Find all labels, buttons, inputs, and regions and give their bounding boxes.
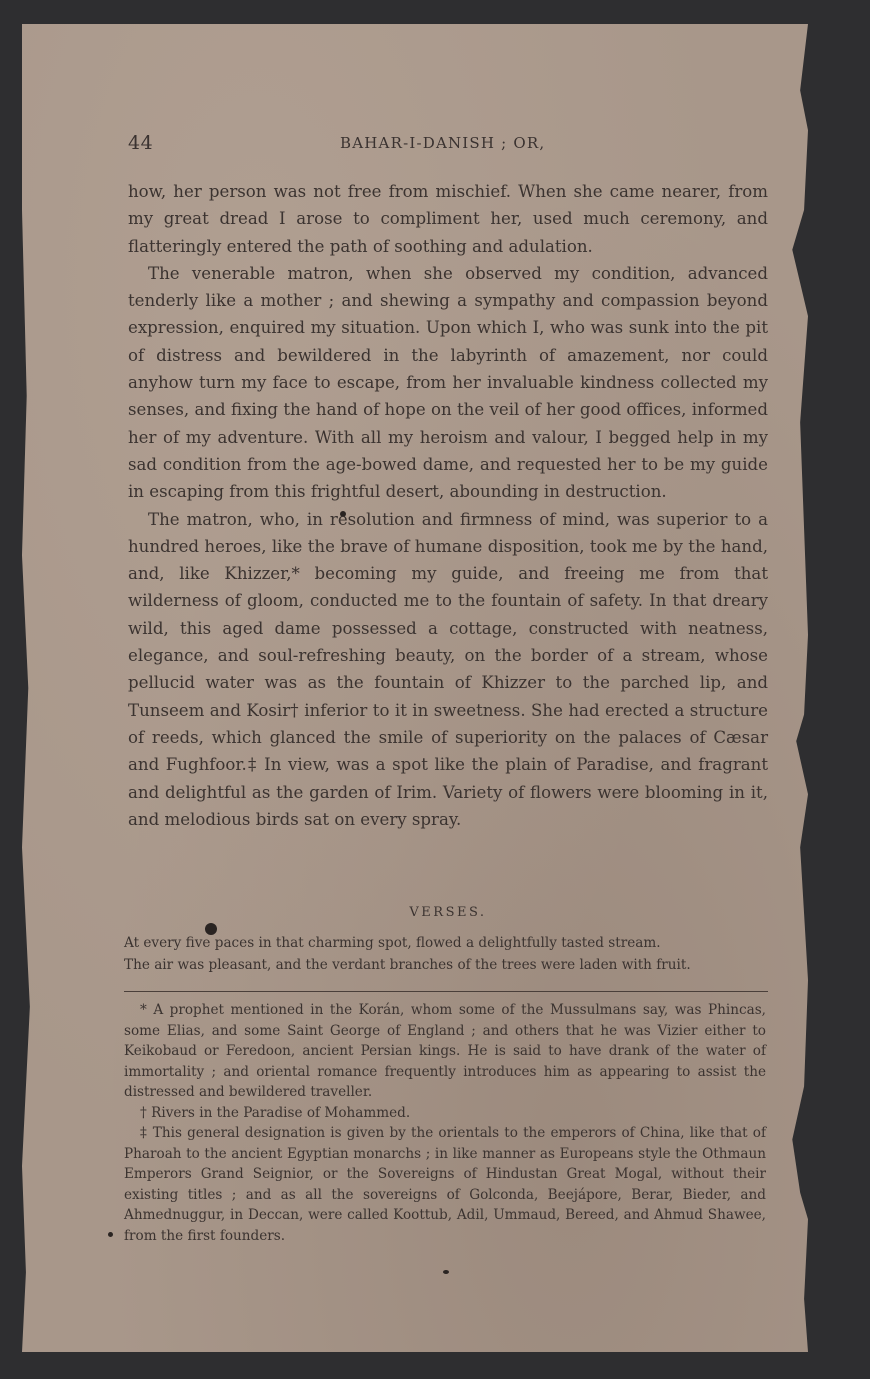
verses [124, 932, 768, 976]
paragraph: The matron, who, in resolution and firmness of mind, was superior to a hundred heroes, like the brave of humane disposition, took me by the hand, and, like Khizzer,* becoming my guide, and freeing me from that wilderness of gloom, conducted me to the fountain of safety. In that dreary wild, this aged dame possessed a cottage, constructed with neatness, elegance, and soul-refreshing beauty, on the border of a stream, whose pellucid water was as the fountain of Khizzer to the parched lip, and Tunseem and Kosir† inferior to it in sweetness. She had erected a structure of reeds, which glanced the smile of superiority on the palaces of Cæsar and Fughfoor.‡ In view, was a spot like the plain of Paradise, and fragrant and delightful as the garden of Irim. Variety of flowers were blooming in it, and melodious birds sat on every spray. [128, 509, 768, 829]
running-head: BAHAR-I-DANISH ; OR, [340, 134, 546, 152]
verses-heading: VERSES. [409, 905, 487, 920]
footnote: ‡ This general designation is given by the orientals to the emperors of China, like that of Pharoah to the ancient Egyptian monarchs ; in like manner as Europeans style the Othmaun Emperors Grand Seignior, or the Sovereigns of Hindustan Great Mogal, without their existing titles ; and as all the sovereigns of Golconda, Beejápore, Berar, Bieder, and Ahmednuggur, in Deccan, were called Koottub, Adil, Ummaud, Bereed, and Ahmud Shawee, from the first founders. [124, 1125, 766, 1244]
ink-spot [443, 1270, 449, 1274]
verse-line: At every five paces in that charming spot, flowed a delightfully tasted stream. [124, 935, 661, 951]
ink-spot [108, 1232, 113, 1237]
body-text [128, 178, 768, 833]
footnote: † Rivers in the Paradise of Mohammed. [140, 1104, 411, 1121]
page-header [128, 132, 768, 156]
verse-line: The air was pleasant, and the verdant branches of the trees were laden with fruit. [124, 957, 691, 973]
paragraph: how, her person was not free from mischief. When she came nearer, from my great dread I arose to compliment her, used much ceremony, and flatteringly entered the path of soothing and adulation. [128, 182, 768, 256]
paragraph: The venerable matron, when she observed my condition, advanced tenderly like a mother ; and shewing a sympathy and compassion beyond expression, enquired my situation. Upon which I, who was sunk into the pit of distress and bewildered in the labyrinth of amazement, nor could anyhow turn my face to escape, from her invaluable kindness collected my senses, and fixing the hand of hope on the veil of her good offices, informed her of my adventure. With all my heroism and valour, I begged help in my sad condition from the age-bowed dame, and requested her to be my guide in escaping from this frightful desert, abounding in destruction. [128, 263, 768, 502]
page-number: 44 [128, 132, 154, 154]
footnote-divider [124, 991, 768, 992]
footnote: * A prophet mentioned in the Korán, whom some of the Mussulmans say, was Phincas, some Elias, and some Saint George of England ; and others that he was Vizier either to Keikobaud or Feredoon, ancient Persian kings. He is said to have drank of the water of immortality ; and oriental romance frequently introduces him as appearing to assist the distressed and bewildered traveller. [124, 1002, 766, 1100]
footnotes [124, 1000, 766, 1246]
